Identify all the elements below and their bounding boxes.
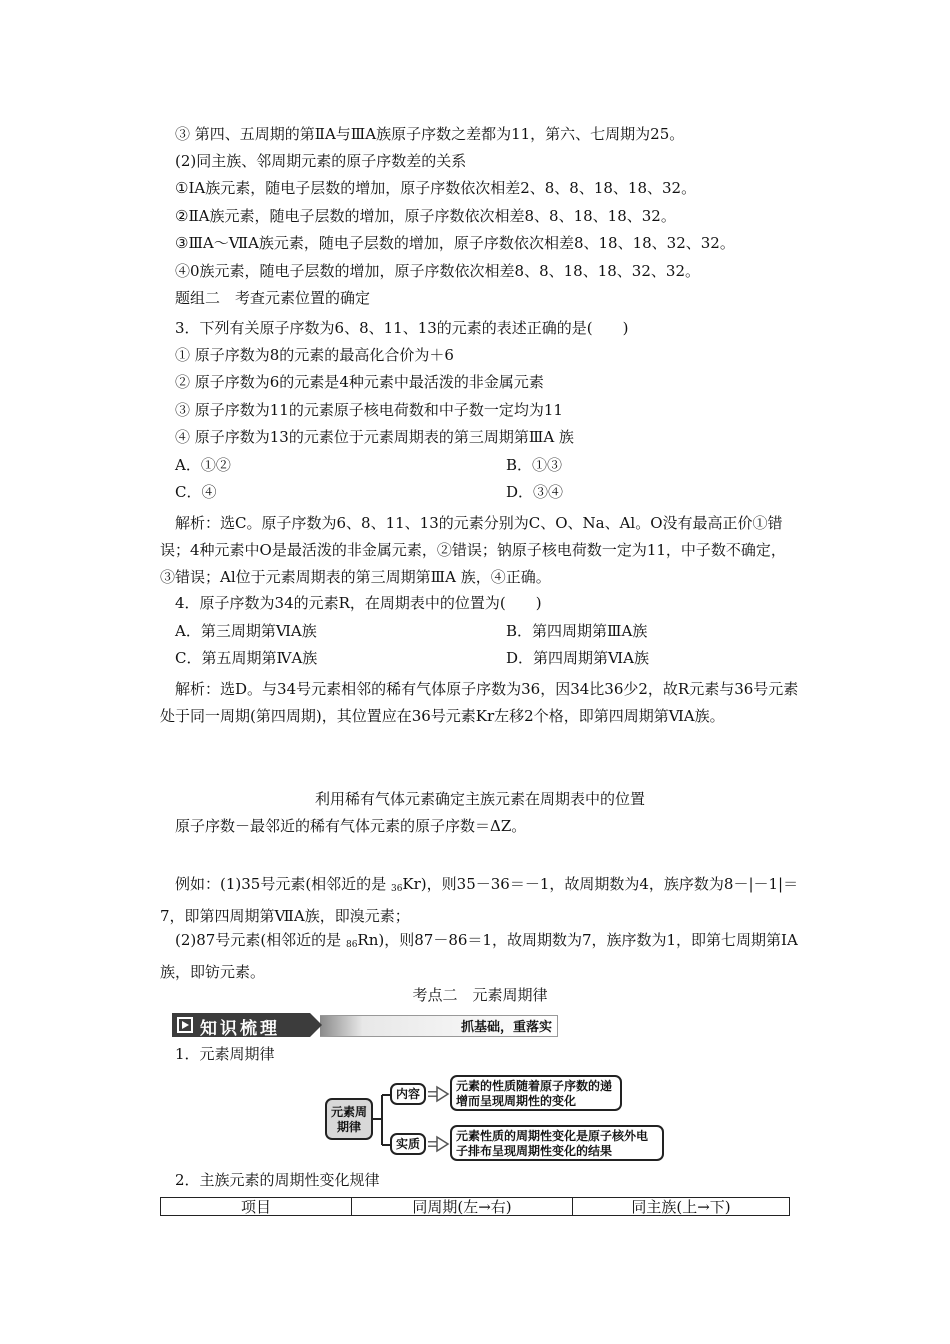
header-item: 项目 [161, 1198, 352, 1216]
section-title: 考点二 元素周期律 [412, 986, 548, 1004]
option-c: C．④ [175, 483, 217, 501]
item-heading: 2．主族元素的周期性变化规律 [175, 1171, 380, 1189]
option-d: D．③④ [506, 483, 564, 501]
example-1: 例如：(1)35号元素(相邻近的是 $_{36}$Kr)，则35－36＝－1，故周期数为4，族序数为8－|－1|＝7，即第四周期第ⅦA族，即溴元素； [160, 875, 799, 925]
option-a: A．①② [175, 456, 231, 474]
essence-label-box: 实质 [390, 1133, 426, 1155]
example-2: (2)87号元素(相邻近的是 $_{86}$Rn)，则87－86＝1，故周期数为7，族序数为1，即第七周期第ⅠA族，即钫元素。 [160, 931, 798, 981]
banner-slogan: 抓基础，重落实 [460, 1020, 552, 1035]
text-line: ②ⅡA族元素，随电子层数的增加，原子序数依次相差8、8、18、18、32。 [175, 207, 676, 225]
text-line: ①ⅠA族元素，随电子层数的增加，原子序数依次相差2、8、8、18、18、32。 [175, 179, 697, 197]
option-b: B．第四周期第ⅢA族 [506, 622, 648, 640]
statement: ② 原子序数为6的元素是4种元素中最活泼的非金属元素 [175, 373, 544, 391]
play-icon [177, 1017, 193, 1033]
content-text-box: 元素的性质随着原子序数的递增而呈现周期性的变化 [450, 1075, 622, 1111]
text-line: ④0族元素，随电子层数的增加，原子序数依次相差8、8、18、18、32、32。 [175, 262, 700, 280]
section-subtitle: 题组二 考查元素位置的确定 [175, 289, 371, 307]
analysis: 解析：选D。与34号元素相邻的稀有气体原子序数为36，因34比36少2，故R元素与36号元素处于同一周期(第四周期)，其位置应在36号元素Kr左移2个格，即第四周期第ⅥA族。 [160, 680, 799, 725]
item-heading: 1．元素周期律 [175, 1045, 275, 1063]
text-line: ③ 第四、五周期的第ⅡA与ⅢA族原子序数之差都为11，第六、七周期为25。 [175, 125, 685, 143]
option-b: B．①③ [506, 456, 563, 474]
option-a: A．第三周期第ⅥA族 [175, 622, 317, 640]
question-stem: 3．下列有关原子序数为6、8、11、13的元素的表述正确的是( ) [175, 319, 629, 337]
tip-title: 利用稀有气体元素确定主族元素在周期表中的位置 [314, 790, 645, 808]
text-line: (2)同主族、邻周期元素的原子序数差的关系 [175, 152, 467, 170]
statement: ③ 原子序数为11的元素原子核电荷数和中子数一定均为11 [175, 401, 563, 419]
text-line: ③ⅢA～ⅦA族元素，随电子层数的增加，原子序数依次相差8、18、18、32、32。 [175, 234, 735, 252]
question-stem: 4．原子序数为34的元素R，在周期表中的位置为( ) [175, 594, 542, 612]
knowledge-banner [172, 1013, 558, 1037]
statement: ① 原子序数为8的元素的最高化合价为＋6 [175, 346, 454, 364]
tip-formula: 原子序数－最邻近的稀有气体元素的原子序数＝ΔZ。 [175, 817, 527, 835]
option-d: D．第四周期第ⅥA族 [506, 649, 649, 667]
header-same-group: 同主族(上→下) [573, 1198, 790, 1216]
statement: ④ 原子序数为13的元素位于元素周期表的第三周期第ⅢA 族 [175, 428, 574, 446]
essence-text-box: 元素性质的周期性变化是原子核外电子排布呈现周期性变化的结果 [450, 1125, 664, 1161]
content-label-box: 内容 [390, 1083, 426, 1105]
table-header-row [161, 1198, 790, 1216]
option-c: C．第五周期第ⅣA族 [175, 649, 318, 667]
periodic-variation-table [160, 1197, 790, 1216]
banner-title: 知识梳理 [200, 1019, 280, 1039]
diagram-main-box: 元素周 期律 [325, 1098, 373, 1140]
periodic-law-diagram [320, 1073, 680, 1165]
analysis: 解析：选C。原子序数为6、8、11、13的元素分别为C、O、Na、Al。O没有最高正价①错误；4种元素中O是最活泼的非金属元素，②错误；钠原子核电荷数一定为11，中子数不确定，③错误；Al位于元素周期表的第三周期第ⅢA 族，④正确。 [160, 514, 786, 586]
header-same-period: 同周期(左→右) [352, 1198, 573, 1216]
